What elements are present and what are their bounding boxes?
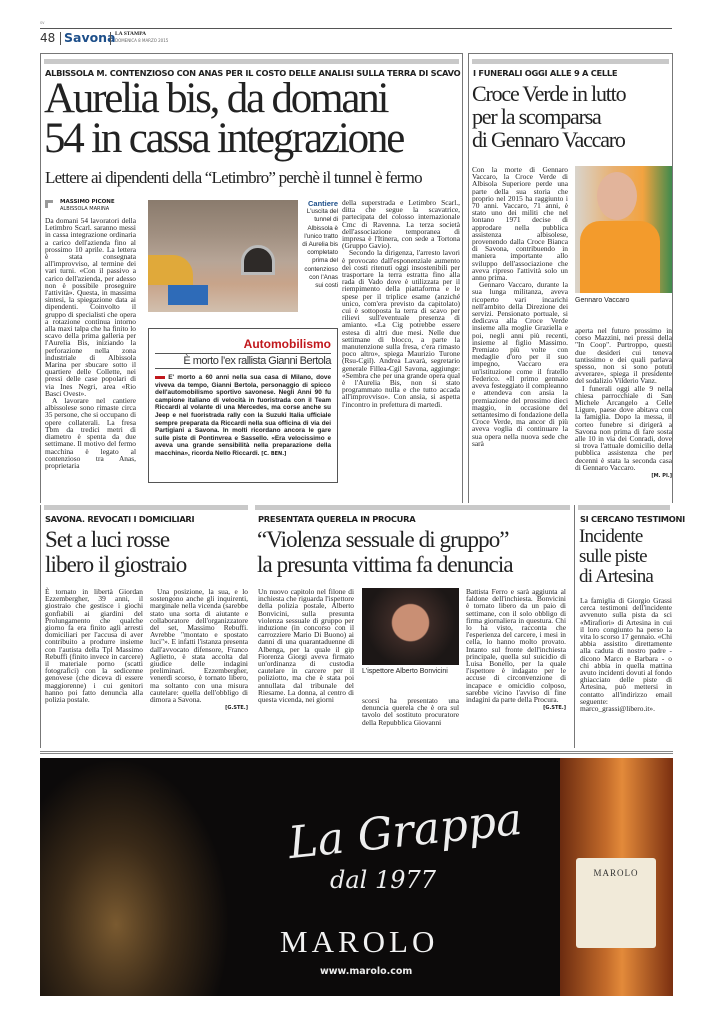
box-body: E' morto a 60 anni nella sua casa di Milano, dove viveva da tempo, Gianni Bertola, personaggio di spicco dell'automobilismo sportivo savonese. Negli Anni 90 fu campione italiano di velocità in fuoristrada con il Team Riccardi al volante di una Mercedes, ma corse anche su Jeep e nel fuoristrada rally con la Suzuki Italia ufficiale sempre preparata da Riccardi nella sua officina di via dei Partigiani a Savona. In molti ricordano ancora le gare sulle piste di Pontinvrea e Sassello. «Era velocissimo e aveva una grande sensibilità nella preparazione della macchina», ricorda Nello Riccardi. — [155, 374, 331, 457]
obit-headline — [472, 82, 625, 151]
headline-line: sulle piste — [579, 546, 647, 567]
violenza-col-1 — [258, 588, 354, 703]
paragraph: La famiglia di Giorgio Grassi cerca testimoni dell'incidente avvenuto sulla pista da sci «Mirafiori» di Artesina in cui il loro congiunto ha perso la vita lo scorso 17 gennaio. «Chi abbia assistito direttamente alla caduta di nostro padre - dicono Marco e Barbara - o chi abbia in quella mattina avuto incidenti dovuti al fondo ghiacciato delle piste di Artesina, può mettersi in contatto all'indirizzo email seguente: marco_grassi@libero.it». — [580, 596, 672, 714]
ad-url[interactable]: www.marolo.com — [320, 966, 413, 977]
giostraio-headline — [45, 527, 186, 577]
tunnel-photo — [148, 200, 298, 312]
photo-caption — [300, 200, 338, 290]
bird-illustration — [40, 758, 230, 996]
header-rule — [40, 28, 672, 29]
main-col-1 — [45, 217, 136, 469]
headline-line: “Violenza sessuale di gruppo” — [257, 527, 509, 552]
violenza-headline — [257, 527, 513, 577]
photo-caption: L'ispettore Alberto Bonvicini — [362, 668, 448, 675]
headline-line: Set a luci rosse — [45, 527, 170, 552]
headline-line: Croce Verde in lutto — [472, 81, 626, 106]
headline-line: per la scomparsa — [472, 104, 601, 129]
bottle-label — [576, 858, 656, 948]
obit-kicker: I FUNERALI OGGI ALLE 9 A CELLE — [473, 68, 618, 78]
giostraio-col-1 — [45, 588, 143, 703]
paragraph: aperta nel futuro prossimo in corso Mazzini, nei pressi della "In Coop". Purtroppo, questi due desideri cui teneva tantissimo e dei quali parlava spesso, non si sono potuti avverare», spiega il presidente del sodalizio Vilderio Vanz. — [575, 326, 672, 386]
paragraph: Una posizione, la sua, e lo sostengono anche gli inquirenti, marginale nella vicenda (sarebbe stato una sorta di aiutante e collaboratore dell'organizzatore del set, Massimo Rebuffi. Avrebbe "montato e spostato luci"». E infatti l'istanza presenta dall'avvocato difensore, Franco Aglietto, è stata accolta dal giudice delle indagini preliminari. Ezzembergher, venerdì scorso, è tornato libero, ma soltanto con una misura cautelare: quella dell'obbligo di dimora a Savona. — [150, 587, 248, 705]
signature: [G.STE.] — [543, 705, 566, 712]
page-number: 48 — [40, 31, 56, 45]
headline-line: di Gennaro Vaccaro — [472, 127, 625, 152]
dateline: ALBISSOLA MARINA — [60, 206, 110, 212]
incidente-kicker: SI CERCANO TESTIMONI — [580, 514, 685, 524]
headline-line: libero il giostraio — [45, 552, 187, 577]
paragraph: della superstrada e Letimbro Scarl., ditta che segue la scavatrice, partecipata del colosso internazionale Cmc di Ravenna. La terza società dell'associazione temporanea di impresa è l'Itinera, con sede a Tortona (Gruppo Gavio). — [342, 198, 460, 251]
main-subhead: Lettere ai dipendenti della “Letimbro” perchè il tunnel è fermo — [45, 168, 422, 187]
violenza-col-2 — [362, 697, 459, 726]
signature: [G.STE.] — [225, 705, 248, 712]
violenza-article — [255, 505, 570, 510]
giostraio-col-2 — [150, 588, 248, 712]
ad-script-subtitle: dal 1977 — [330, 866, 437, 894]
incidente-headline — [579, 527, 653, 587]
paragraph: Con la morte di Gennaro Vaccaro, la Croce Verde di Albisola Superiore perde una parte della sua storia che proprio nel 2015 ha raggiunto i 70 anni. Vaccaro, 71 anni, è stato uno dei militi che nel lontano 1971 decise di approdare nella pubblica assistenza albisolese, provenendo dalla Croce Bianca di Savona, contribuendo in maniera importante allo sviluppo dell'associazione che aveva ripreso l'attività solo un anno prima. — [472, 165, 568, 283]
ad-brand: MAROLO — [280, 924, 439, 959]
giostraio-kicker: SAVONA. REVOCATI I DOMICILIARI — [45, 514, 195, 524]
headline-line: di Artesina — [579, 566, 654, 587]
marolo-ad[interactable] — [40, 758, 673, 996]
automobilismo-box — [148, 328, 338, 483]
divider — [110, 32, 111, 45]
section-rule — [40, 751, 673, 754]
ad-script-title: La Grappa — [285, 793, 525, 870]
signature: [C. BEN.] — [261, 450, 287, 457]
paragraph: Gennaro Vaccaro, durante la sua lunga militanza, aveva ricoperto vari incarichi nell'ambito della Direzione dei servizi. Pensionato portuale, si dedicava alla Croce Verde insieme alla moglie Graziella e poi, negli anni più recenti, insieme al figlio Massimo. Premiato più volte con medaglie d'oro per il suo impegno, Vaccaro era un'istituzione come il fratello Federico. «Il primo gennaio aveva festeggiato il compleanno e attendeva con ansia la premiazione del prossimo dieci maggio, in occasione del settantesimo di fondazione della Croce Verde, ma ancor di più aveva voglia di continuare la sua opera nella nuova sede che sarà — [472, 280, 568, 448]
obit-col-1 — [472, 166, 568, 447]
caption-title: Cantiere — [307, 199, 338, 208]
box-label: Automobilismo — [243, 337, 331, 351]
author: MASSIMO PICONE — [60, 199, 115, 205]
vaccaro-photo — [575, 166, 672, 293]
byline-mark — [45, 200, 53, 208]
bonvicini-photo — [362, 588, 459, 665]
paragraph: Battista Ferro e sarà aggiunta al faldone dell'inchiesta. Bonvicini è tornato libero da un paio di settimane, con il solo obbligo di firma giornaliera in questura. Chi lo ha visto, racconta che l'esperienza del carcere, i mesi in cella, lo hanno molto provato. Intanto sul fronte dell'inchiesta principale, quella sul suicidio di Luisa Bonello, per la quale l'ispettore è indagato per le accuse di circonvenzione di incapace e omicidio colposo, sarebbe vicino l'avviso di fine indagini da parte della Procura. — [466, 587, 566, 705]
bottle-label-text: MAROLO — [593, 868, 639, 878]
obit-col-2 — [575, 327, 672, 480]
divider — [60, 32, 61, 45]
headline-line: 54 in cassa integrazione — [44, 115, 404, 162]
issue-date: DOMENICA 8 MARZO 2015 — [115, 38, 169, 43]
section-title: Savona — [64, 30, 116, 45]
main-col-3 — [342, 199, 460, 408]
caption-text: L'uscita del tunnel di Albissola è l'unico tratto di Aurelia bis completato prima del contenzioso con l'Anas sui costi — [302, 208, 338, 290]
paragraph: A lavorare nel cantiere albissolese sono rimaste circa 35 persone, che si occupano di opere collaterali. La fresa Tbm da tredici metri di diametro è spenta da due settimane. Il motivo del fermo macchina è legato al contenzioso tra Anas, proprietaria — [45, 396, 136, 470]
face — [597, 172, 637, 220]
paragraph: I funerali oggi alle 9 nella chiesa parrocchiale di San Michele Arcangelo a Celle Ligure, paese dove abitava con la famiglia. Dopo la messa, il corteo funebre si dirigerà a Savona non prima di fare sosta alle 10 in via dei Conradi, dove si trova l'attuale domicilio della pubblica assistenza che per decenni è stata la seconda casa di Gennaro Vaccaro. — [575, 383, 672, 472]
paragraph: scorsi ha presentato una denuncia querela che è ora sul tavolo del sostituto procuratore della Repubblica Giovanni — [362, 696, 459, 727]
main-headline — [44, 75, 404, 162]
violenza-col-3 — [466, 588, 566, 712]
photo-caption: Gennaro Vaccaro — [575, 297, 630, 304]
paper-name: LA STAMPA — [115, 31, 147, 37]
paragraph: Da domani 54 lavoratori della Letimbro Scarl. saranno messi in cassa integrazione ordinaria a carico dell'azienda fino al prossimo 10 aprile. La lettera è stata consegnata all'improvviso, al termine dei vari turni. «Con il passivo a carico dell'azienda, per adesso non è possibile proseguire l'attività». Questa, in massima sintesi, la spiegazione data ai dipendenti. Coinvolto il gruppo di specialisti che opera a rotazione continua intorno alla maxi talpa che ha finito lo scavo della prima galleria per l'Aurelia Bis, iniziando la perforazione nella zona industriale di Albissola Marina per sbucare sotto il quartiere delle Collette, nei pressi delle case popolari di via Ines Negri, area «Rio Basci Ovest». — [45, 216, 136, 398]
headline-line: Incidente — [579, 526, 643, 547]
main-kicker: ALBISSOLA M. CONTENZIOSO CON ANAS PER IL COSTO DELLE ANALISI SULLA TERRA DI SCAVO — [45, 68, 461, 78]
paragraph: È tornato in libertà Giordan Ezzembergher, 39 anni, il giostraio che gestisce i giochi gonfiabili ai giardini del Prolungamento che qualche giorno fa era finito agli arresti domiciliari per l'accusa di aver contribuito a produrre insieme con l'autista della Tpl Massimo Rebuffi (finito invece in carcere) il materiale porno (scatti fotografici) con la sedicenne genovese (che diceva di essere maggiorenne) i cui genitori hanno poi fatto denuncia alla polizia postale. — [45, 587, 143, 705]
box-title: È morto l’ex rallista Gianni Bertola — [155, 353, 331, 369]
paragraph: Un nuovo capitolo nel filone di inchiesta che riguarda l'ispettore della polizia postale, Alberto Bonvicini, sulla presunta violenza sessuale di gruppo per induzione (in concorso con il carrozziere Mario Di Buono) ai danni di una quarantaduenne di Albenga, per la quale il gip Fiorenza Giorgi aveva firmato un'ordinanza di custodia cautelare in carcere per il poliziotto, ma che è stata poi annullata dal tribunale del Riesame. La donna, al centro di questa vicenda, nei giorni — [258, 587, 354, 705]
page-tag: sv — [40, 20, 45, 25]
violenza-kicker: PRESENTATA QUERELA IN PROCURA — [258, 514, 416, 524]
tunnel-icon — [241, 245, 275, 275]
headline-line: Aurelia bis, da domani — [44, 75, 388, 122]
box-text — [155, 374, 331, 459]
bottle-image — [560, 758, 673, 996]
incidente-text — [580, 597, 672, 712]
headline-line: la presunta vittima fa denuncia — [257, 552, 513, 577]
signature: [M. PI.] — [651, 473, 672, 480]
paragraph: Secondo la dirigenza, l'arresto lavori è provocato dall'esponenziale aumento dei costi ritenuti oggi insostenibili per trasportare la terra estratta fino alla rada di Vado dove è utilizzata per il riempimento della piattaforma e le spese per il triplice esame (anziché unico, com'era previsto da capitolato) cui è sottoposta la terra di scavo per rilievi sull'eventuale presenza di amianto. «La Cig potrebbe essere estesa di altri due mesi. Nelle due settimane di blocco, a parte la manutenzione sulla fresa, c'era rimasto poco altro», spiega Maurizio Turone (Rsu-Cgil). Andrea Lavarà, segretario generale Fillea-Cgil Savona, aggiunge: «Sembra che per una grande opera qual è l'Aurelia Bis, non si stato programmato nulla e che tutto accada all'improvviso». Con ansia, si aspetta l'incontro in prefettura di martedì. — [342, 248, 460, 409]
